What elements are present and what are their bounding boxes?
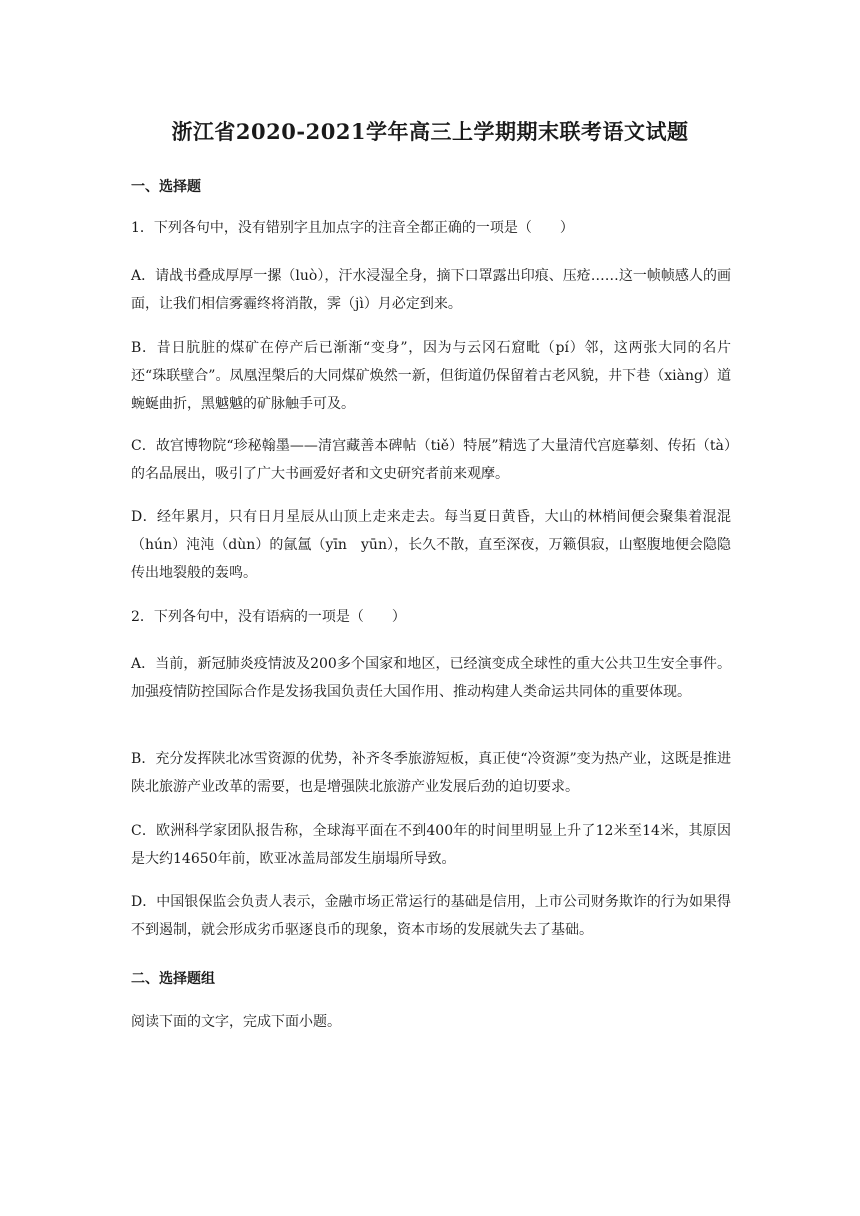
reading-instruction: 阅读下面的文字，完成下面小题。 — [131, 1014, 341, 1030]
question-2-option-c: C．欧洲科学家团队报告称，全球海平面在不到400年的时间里明显上升了12米至14米，其原因是大约14650年前，欧亚冰盖局部发生崩塌所导致。 — [131, 823, 731, 867]
page-title: 浙江省2020-2021学年高三上学期期末联考语文试题 — [171, 119, 689, 144]
question-2-stem: 2．下列各句中，没有语病的一项是（ ） — [131, 609, 406, 625]
question-2-option-d: D．中国银保监会负责人表示，金融市场正常运行的基础是信用，上市公司财务欺诈的行为如果得不到遏制，就会形成劣币驱逐良币的现象，资本市场的发展就失去了基础。 — [131, 894, 731, 938]
question-1-option-a: A．请战书叠成厚厚一摞（luò），汗水浸湿全身，摘下口罩露出印痕、压疮……这一帧帧感人的画面，让我们相信雾霾终将消散，霁（jì）月必定到来。 — [131, 268, 731, 312]
question-1-option-b: B．昔日肮脏的煤矿在停产后已渐渐“变身”，因为与云冈石窟毗（pí）邻，这两张大同的名片还“珠联壁合”。凤凰涅槃后的大同煤矿焕然一新，但街道仍保留着古老风貌，井下巷（xiàng）道蜿蜒曲折，黑魆魆的矿脉触手可及。 — [131, 340, 731, 412]
question-1-option-c: C．故宫博物院“珍秘翰墨——清宫藏善本碑帖（tiě）特展”精选了大量清代宫庭摹刻、传拓（tà）的名品展出，吸引了广大书画爱好者和文史研究者前来观摩。 — [131, 438, 731, 482]
section-heading-choice: 一、选择题 — [131, 179, 201, 195]
section-heading-group: 二、选择题组 — [131, 971, 215, 987]
question-2-option-b: B．充分发挥陕北冰雪资源的优势，补齐冬季旅游短板，真正使“冷资源”变为热产业，这既是推进陕北旅游产业改革的需要，也是增强陕北旅游产业发展后劲的迫切要求。 — [131, 751, 731, 795]
question-2-option-a: A．当前，新冠肺炎疫情波及200多个国家和地区，已经演变成全球性的重大公共卫生安全事件。加强疫情防控国际合作是发扬我国负责任大国作用、推动构建人类命运共同体的重要体现。 — [131, 656, 731, 700]
question-1-option-d: D．经年累月，只有日月星辰从山顶上走来走去。每当夏日黄昏，大山的林梢间便会聚集着混混（hún）沌沌（dùn）的氤氲（yīn yūn），长久不散，直至深夜，万籁俱寂，山壑腹地便会隐隐传出地裂般的轰鸣。 — [131, 509, 731, 581]
question-1-stem: 1．下列各句中，没有错别字且加点字的注音全都正确的一项是（ ） — [131, 220, 574, 236]
